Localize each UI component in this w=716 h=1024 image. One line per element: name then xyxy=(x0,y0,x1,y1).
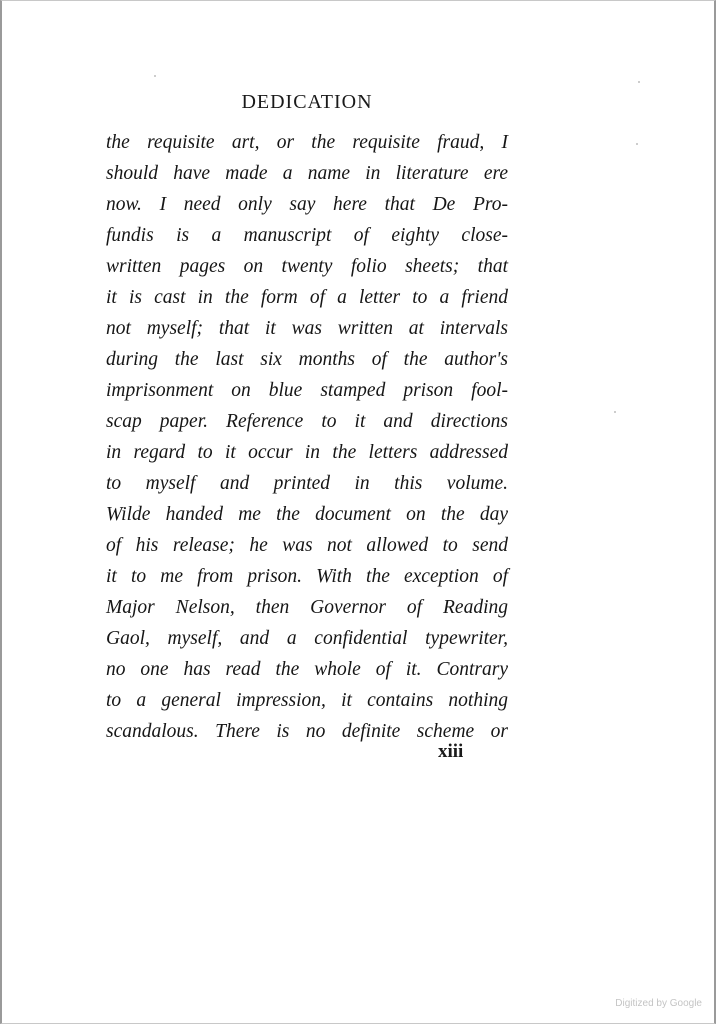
text-line: fundis is a manuscript of eighty close- xyxy=(106,225,508,246)
text-line: to myself and printed in this volume. xyxy=(106,473,508,494)
text-line: scandalous. There is no definite scheme or xyxy=(106,721,508,742)
text-line: to a general impression, it contains nothing xyxy=(106,690,508,711)
page-number: xiii xyxy=(438,741,464,762)
text-line: it to me from prison. With the exception of xyxy=(106,566,508,587)
watermark: Digitized by Google xyxy=(615,998,702,1009)
body-text xyxy=(106,127,508,747)
text-line: of his release; he was not allowed to send xyxy=(106,535,508,556)
text-line: Gaol, myself, and a confidential typewriter, xyxy=(106,628,508,649)
text-line: during the last six months of the author's xyxy=(106,349,508,370)
text-line: Major Nelson, then Governor of Reading xyxy=(106,597,508,618)
text-line: scap paper. Reference to it and directions xyxy=(106,411,508,432)
paper-speck xyxy=(154,75,156,77)
text-line: written pages on twenty folio sheets; that xyxy=(106,256,508,277)
paper-speck xyxy=(636,143,638,145)
text-line: imprisonment on blue stamped prison fool- xyxy=(106,380,508,401)
text-line: the requisite art, or the requisite fraud, I xyxy=(106,132,508,153)
text-line: now. I need only say here that De Pro- xyxy=(106,194,508,215)
text-line: no one has read the whole of it. Contrary xyxy=(106,659,508,680)
paper-speck xyxy=(614,411,616,413)
text-line: Wilde handed me the document on the day xyxy=(106,504,508,525)
running-head: DEDICATION xyxy=(241,91,373,113)
text-line: in regard to it occur in the letters addressed xyxy=(106,442,508,463)
text-line: not myself; that it was written at intervals xyxy=(106,318,508,339)
text-line: it is cast in the form of a letter to a friend xyxy=(106,287,508,308)
text-line: should have made a name in literature ere xyxy=(106,163,508,184)
paper-speck xyxy=(638,81,640,83)
